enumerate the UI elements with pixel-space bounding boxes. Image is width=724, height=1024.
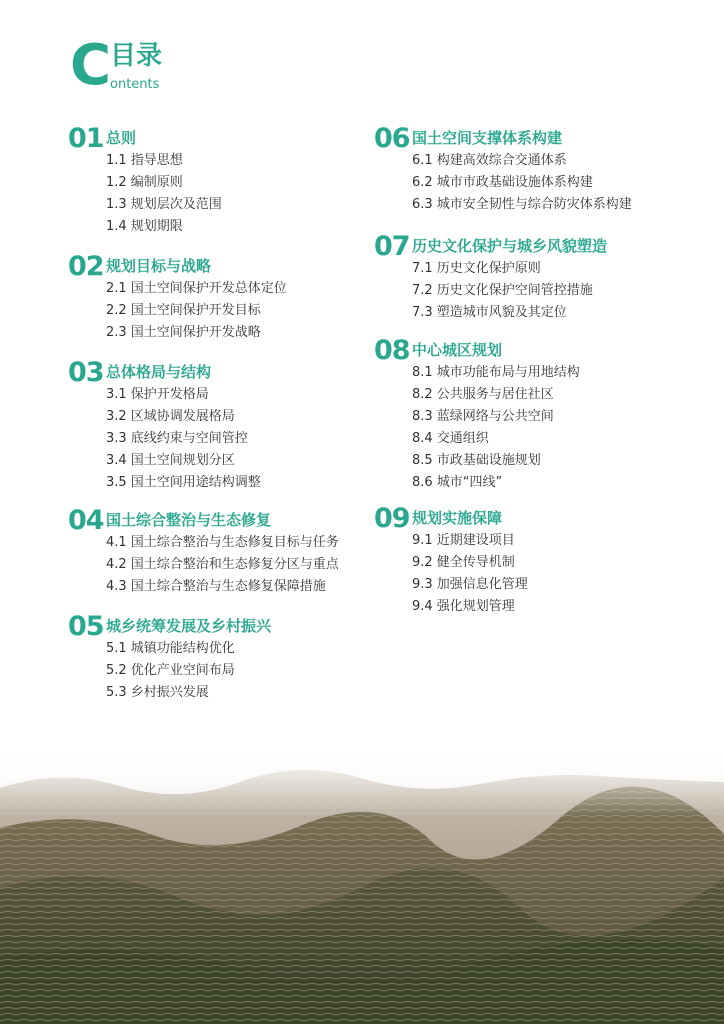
toc-item[interactable]: 2.3 国土空间保护开发战略 <box>106 325 261 340</box>
toc-item[interactable]: 1.3 规划层次及范围 <box>106 197 222 212</box>
toc-item[interactable]: 1.4 规划期限 <box>106 219 183 234</box>
toc-item[interactable]: 9.3 加强信息化管理 <box>412 577 528 592</box>
section-items <box>412 362 580 494</box>
toc-item[interactable]: 3.3 底线约束与空间管控 <box>106 431 248 446</box>
section-items <box>106 150 222 238</box>
section-number: 09 <box>374 503 410 534</box>
section-title[interactable]: 规划实施保障 <box>412 509 503 527</box>
section-number: 02 <box>68 251 104 282</box>
section-number: 08 <box>374 335 410 366</box>
section-title[interactable]: 历史文化保护与城乡风貌塑造 <box>412 237 608 255</box>
toc-item[interactable]: 4.3 国土综合整治与生态修复保障措施 <box>106 579 326 594</box>
section-title[interactable]: 国土空间支撑体系构建 <box>412 129 563 147</box>
toc-item[interactable]: 2.2 国土空间保护开发目标 <box>106 303 261 318</box>
toc-item[interactable]: 6.2 城市市政基础设施体系构建 <box>412 175 593 190</box>
toc-item[interactable]: 6.1 构建高效综合交通体系 <box>412 153 567 168</box>
section-number: 05 <box>68 611 104 642</box>
toc-item[interactable]: 9.1 近期建设项目 <box>412 533 515 548</box>
section-items <box>412 258 593 324</box>
toc-item[interactable]: 5.3 乡村振兴发展 <box>106 685 209 700</box>
logo-letter: C <box>70 33 110 98</box>
section-number: 03 <box>68 357 104 388</box>
contents-logo <box>70 33 182 98</box>
section-number: 06 <box>374 123 410 154</box>
page-subtitle: ontents <box>110 77 160 92</box>
section-title[interactable]: 中心城区规划 <box>412 341 503 359</box>
section-title[interactable]: 总体格局与结构 <box>106 363 212 381</box>
toc-item[interactable]: 3.1 保护开发格局 <box>106 387 209 402</box>
toc-item[interactable]: 8.3 蓝绿网络与公共空间 <box>412 409 554 424</box>
toc-item[interactable]: 3.5 国土空间用途结构调整 <box>106 475 261 490</box>
toc-item[interactable]: 2.1 国土空间保护开发总体定位 <box>106 281 287 296</box>
toc-item[interactable]: 1.2 编制原则 <box>106 175 183 190</box>
section-items <box>106 384 261 494</box>
toc-item[interactable]: 7.3 塑造城市风貌及其定位 <box>412 305 567 320</box>
toc-item[interactable]: 8.2 公共服务与居住社区 <box>412 387 554 402</box>
toc-item[interactable]: 8.4 交通组织 <box>412 431 489 446</box>
toc-item[interactable]: 6.3 城市安全韧性与综合防灾体系构建 <box>412 197 632 212</box>
section-items <box>106 532 339 598</box>
page-title: 目录 <box>110 41 163 71</box>
section-number: 04 <box>68 505 104 536</box>
toc-item[interactable]: 5.1 城镇功能结构优化 <box>106 641 235 656</box>
toc-item[interactable]: 4.1 国土综合整治与生态修复目标与任务 <box>106 535 339 550</box>
section-title[interactable]: 国土综合整治与生态修复 <box>106 511 272 529</box>
section-title[interactable]: 城乡统筹发展及乡村振兴 <box>106 617 272 635</box>
section-number: 01 <box>68 123 104 154</box>
section-title[interactable]: 总则 <box>106 129 137 147</box>
section-number: 07 <box>374 231 410 262</box>
toc-item[interactable]: 3.2 区域协调发展格局 <box>106 409 235 424</box>
toc-item[interactable]: 3.4 国土空间规划分区 <box>106 453 235 468</box>
toc-item[interactable]: 1.1 指导思想 <box>106 153 183 168</box>
landscape-illustration <box>0 748 724 1024</box>
toc-item[interactable]: 7.2 历史文化保护空间管控措施 <box>412 283 593 298</box>
toc-item[interactable]: 7.1 历史文化保护原则 <box>412 261 541 276</box>
section-title[interactable]: 规划目标与战略 <box>106 257 212 275</box>
toc-item[interactable]: 8.6 城市“四线” <box>412 475 503 490</box>
section-items <box>412 530 528 618</box>
section-items <box>106 278 287 344</box>
section-items <box>106 638 235 704</box>
toc-item[interactable]: 8.5 市政基础设施规划 <box>412 453 541 468</box>
terraced-hills-photo <box>0 748 724 1024</box>
toc-item[interactable]: 5.2 优化产业空间布局 <box>106 663 235 678</box>
toc-item[interactable]: 9.2 健全传导机制 <box>412 555 515 570</box>
section-items <box>412 150 632 216</box>
toc-item[interactable]: 8.1 城市功能布局与用地结构 <box>412 365 580 380</box>
toc-item[interactable]: 9.4 强化规划管理 <box>412 599 515 614</box>
toc-item[interactable]: 4.2 国土综合整治和生态修复分区与重点 <box>106 557 339 572</box>
